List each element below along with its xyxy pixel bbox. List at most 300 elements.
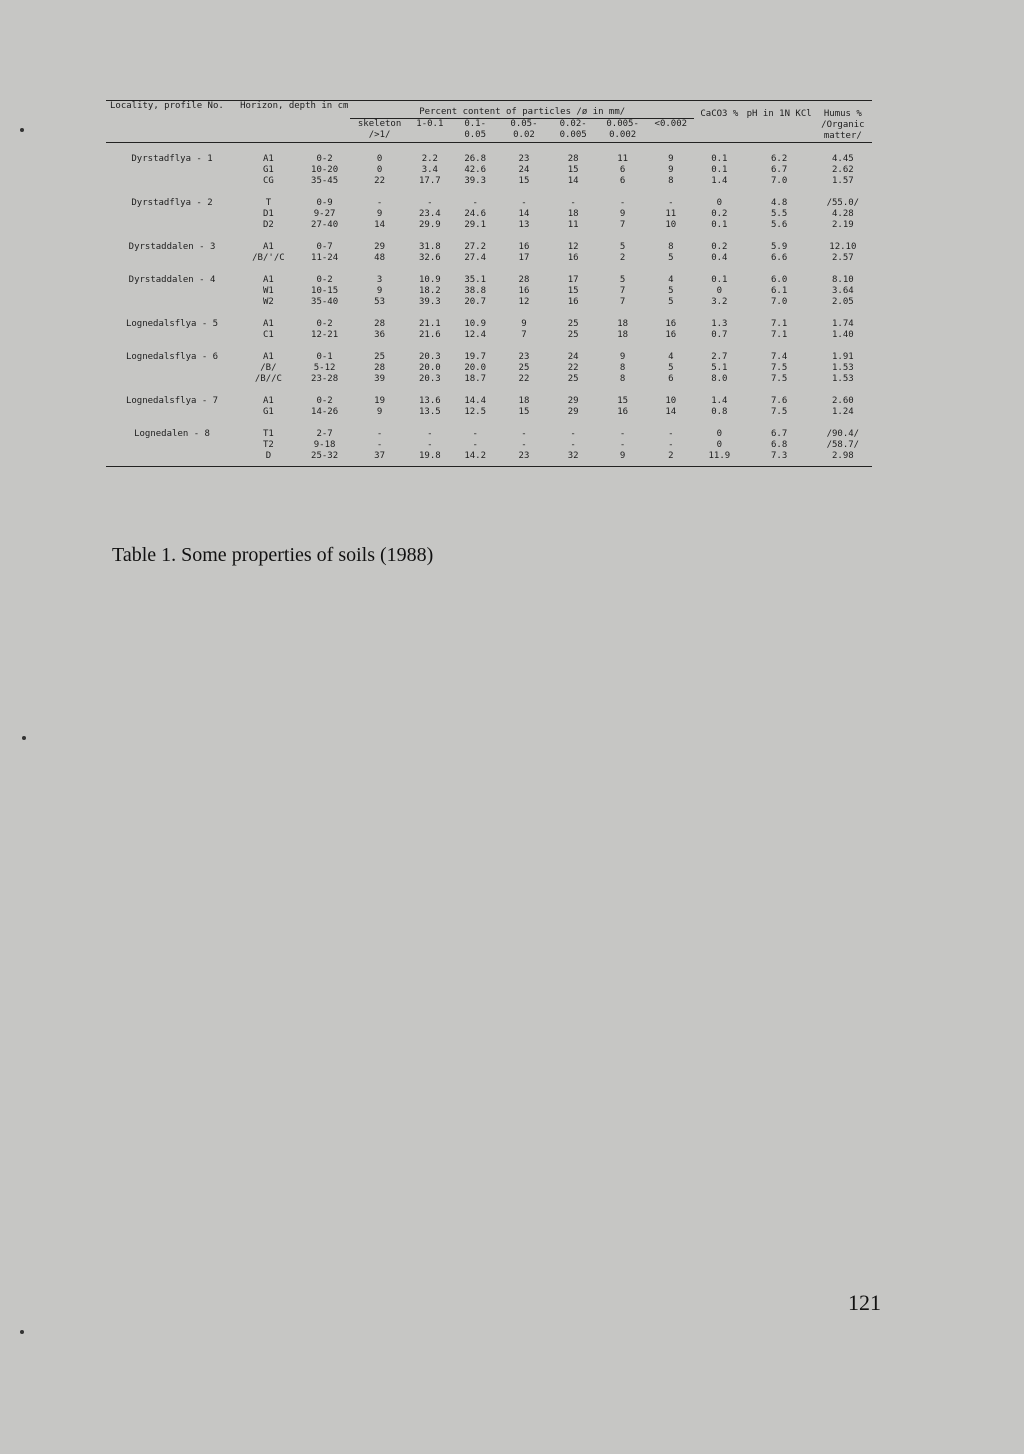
cell-value: 28	[567, 154, 579, 164]
cell-value: 9	[619, 209, 626, 219]
cell-value: 39.3	[418, 297, 441, 307]
cell-horizon: D2	[262, 220, 274, 230]
cell-value: 0	[716, 440, 723, 450]
header-p3: 0.05- 0.02	[499, 119, 548, 143]
header-humus: Humus % /Organic matter/	[814, 101, 872, 143]
header-p5: 0.005- 0.002	[598, 119, 648, 143]
cell-value: 0.1	[711, 220, 728, 230]
cell-value: /55.0/	[826, 198, 860, 208]
cell-value: /90.4/	[826, 429, 860, 439]
table-row	[106, 451, 872, 467]
header-p6: <0.002	[648, 119, 694, 143]
cell-value: 15	[567, 165, 579, 175]
cell-value: 1.53	[831, 374, 854, 384]
cell-value: 37	[350, 451, 408, 467]
cell-value: 23	[518, 352, 530, 362]
cell-value: -	[472, 440, 478, 450]
cell-value: 16	[518, 242, 530, 252]
cell-value: 26.8	[464, 154, 486, 164]
cell-value: 24	[518, 165, 530, 175]
cell-value: 5.5	[771, 209, 788, 219]
cell-value: 16	[665, 319, 677, 329]
cell-locality: Dyrstadflya - 1	[131, 154, 213, 164]
cell-value: 29.1	[464, 220, 486, 230]
cell-value: 38.8	[464, 286, 486, 296]
cell-value: -	[619, 429, 626, 439]
table-row	[106, 286, 872, 297]
cell-value: 3	[376, 275, 383, 285]
cell-value: 25	[374, 352, 385, 362]
cell-value: -	[376, 198, 383, 208]
cell-value: 16	[518, 286, 530, 296]
cell-value: 2	[648, 451, 694, 467]
spacer-cell	[106, 308, 872, 319]
cell-depth: 23-28	[311, 374, 339, 384]
cell-locality	[106, 330, 238, 341]
cell-value: 9	[668, 154, 674, 164]
cell-value: 29	[567, 396, 579, 406]
cell-value: -	[668, 440, 674, 450]
table-row	[106, 352, 872, 363]
cell-locality	[106, 253, 238, 264]
cell-value: 8.0	[711, 374, 728, 384]
cell-locality	[106, 440, 238, 451]
cell-value: 2.57	[831, 253, 854, 263]
cell-depth: 5-12	[313, 363, 336, 373]
cell-value: 1.4	[711, 176, 728, 186]
table-row	[106, 363, 872, 374]
cell-value: 29.9	[418, 220, 441, 230]
cell-value: 6.7	[771, 165, 788, 175]
cell-value: -	[570, 429, 576, 439]
cell-locality	[106, 297, 238, 308]
cell-horizon: /B/'/C	[252, 253, 285, 263]
cell-value: 2	[619, 253, 626, 263]
cell-value: 15	[617, 396, 629, 406]
cell-value: -	[570, 440, 576, 450]
cell-depth: 0-2	[316, 396, 333, 406]
cell-value: 7.6	[771, 396, 788, 406]
cell-value: -	[427, 440, 433, 450]
cell-value: 9	[521, 319, 527, 329]
cell-value: 7.1	[771, 319, 788, 329]
cell-value: 22	[567, 363, 579, 373]
header-skeleton: skeleton />1/	[350, 119, 408, 143]
table-row	[106, 374, 872, 385]
cell-value: 31.8	[418, 242, 441, 252]
cell-depth: 35-45	[311, 176, 339, 186]
cell-value: 29	[567, 407, 579, 417]
cell-value: 8	[668, 242, 674, 252]
table-row	[106, 396, 872, 407]
cell-value: 5	[668, 297, 674, 307]
cell-locality: Dyrstadflya - 2	[131, 198, 213, 208]
cell-value: 4.28	[831, 209, 854, 219]
cell-value: -	[427, 429, 433, 439]
cell-value: 0	[716, 198, 723, 208]
row-spacer	[106, 418, 872, 429]
cell-value: 1.91	[831, 352, 854, 362]
cell-depth: 25-32	[299, 451, 351, 467]
cell-value: 14	[567, 176, 579, 186]
cell-locality	[106, 363, 238, 374]
cell-value: 7.5	[771, 407, 788, 417]
table-row	[106, 253, 872, 264]
cell-depth: 2-7	[316, 429, 333, 439]
cell-value: 39.3	[464, 176, 486, 186]
cell-value: 17.7	[418, 176, 441, 186]
cell-value: 14	[665, 407, 677, 417]
cell-value: 1.74	[831, 319, 854, 329]
cell-value: 3.4	[421, 165, 438, 175]
cell-value: 14.4	[464, 396, 486, 406]
cell-value: 0	[376, 154, 383, 164]
header-p1: 1-0.1	[409, 119, 451, 143]
cell-value: 20.0	[418, 363, 441, 373]
cell-value: 4	[668, 275, 674, 285]
cell-value: 6.2	[771, 154, 788, 164]
cell-locality: Lognedalsflya - 5	[125, 319, 219, 329]
cell-value: 11	[617, 154, 629, 164]
cell-locality	[106, 220, 238, 231]
cell-value: 7.5	[771, 374, 788, 384]
cell-horizon: W2	[262, 297, 274, 307]
cell-depth: 0-9	[316, 198, 333, 208]
cell-horizon: /B//C	[254, 374, 282, 384]
cell-locality	[106, 209, 238, 220]
cell-value: 19.7	[464, 352, 486, 362]
cell-horizon: A1	[262, 154, 274, 164]
cell-value: 16	[567, 297, 579, 307]
cell-value: 15	[567, 286, 579, 296]
spacer-cell	[106, 418, 872, 429]
cell-depth: 0-2	[316, 319, 333, 329]
cell-value: 14	[518, 209, 530, 219]
cell-depth: 0-2	[316, 275, 333, 285]
cell-value: 0	[716, 429, 723, 439]
cell-value: 29	[374, 242, 385, 252]
cell-value: 18.7	[464, 374, 486, 384]
cell-value: 7.0	[771, 176, 788, 186]
table-row	[106, 440, 872, 451]
cell-value: 20.3	[418, 374, 441, 384]
cell-value: 20.0	[464, 363, 486, 373]
cell-value: 5	[668, 363, 674, 373]
cell-value: 8.10	[831, 275, 854, 285]
cell-value: 11.9	[694, 451, 745, 467]
cell-value: 10.9	[418, 275, 441, 285]
cell-value: 32	[549, 451, 598, 467]
cell-value: 12	[518, 297, 530, 307]
cell-value: -	[668, 198, 674, 208]
page-number: 121	[848, 1290, 881, 1315]
scan-speck	[20, 1330, 24, 1334]
cell-value: 22	[518, 374, 530, 384]
cell-locality	[106, 374, 238, 385]
table-row	[106, 429, 872, 440]
cell-horizon: G1	[262, 165, 274, 175]
cell-value: 8	[619, 374, 626, 384]
cell-value: 0.8	[711, 407, 728, 417]
cell-value: 5	[668, 253, 674, 263]
cell-value: 7	[521, 330, 527, 340]
cell-value: 28	[374, 319, 385, 329]
cell-value: 0.1	[711, 275, 728, 285]
cell-value: 13	[518, 220, 530, 230]
cell-value: 0	[716, 286, 723, 296]
cell-horizon: CG	[262, 176, 274, 186]
cell-value: 1.4	[711, 396, 728, 406]
cell-value: 7.5	[771, 363, 788, 373]
cell-value: 14.2	[451, 451, 499, 467]
cell-value: 53	[374, 297, 385, 307]
cell-value: 18	[617, 319, 629, 329]
table-row	[106, 209, 872, 220]
spacer-cell	[106, 143, 872, 155]
cell-value: 9	[376, 286, 383, 296]
row-spacer	[106, 187, 872, 198]
cell-locality	[106, 165, 238, 176]
cell-value: 21.6	[418, 330, 441, 340]
cell-value: 7	[619, 286, 626, 296]
cell-value: 39	[374, 374, 385, 384]
cell-horizon: A1	[262, 242, 274, 252]
cell-depth: 9-27	[313, 209, 336, 219]
row-spacer	[106, 308, 872, 319]
cell-depth: 11-24	[311, 253, 339, 263]
cell-horizon: A1	[262, 396, 274, 406]
cell-value: -	[376, 429, 383, 439]
cell-value: -	[472, 429, 478, 439]
table-caption: Table 1. Some properties of soils (1988)	[112, 544, 434, 566]
cell-value: -	[521, 429, 527, 439]
cell-value: 25	[567, 330, 579, 340]
spacer-cell	[106, 341, 872, 352]
cell-value: 2.2	[421, 154, 438, 164]
soil-properties-table	[106, 100, 872, 467]
cell-value: 23	[518, 154, 530, 164]
cell-value: 23	[499, 451, 548, 467]
row-spacer	[106, 341, 872, 352]
cell-value: 18	[518, 396, 530, 406]
cell-value: 6.1	[771, 286, 788, 296]
cell-value: 12	[567, 242, 579, 252]
cell-value: 36	[374, 330, 385, 340]
cell-value: 18	[617, 330, 629, 340]
cell-value: 18.2	[418, 286, 441, 296]
cell-value: 27.4	[464, 253, 486, 263]
cell-value: 19.8	[409, 451, 451, 467]
row-spacer	[106, 264, 872, 275]
cell-value: 1.40	[831, 330, 854, 340]
cell-value: 4.45	[831, 154, 854, 164]
cell-value: 2.19	[831, 220, 854, 230]
cell-value: 9	[376, 209, 383, 219]
table-row	[106, 330, 872, 341]
cell-value: 5.9	[771, 242, 788, 252]
header-locality: Locality, profile No.	[106, 101, 238, 143]
cell-value: 9	[598, 451, 648, 467]
cell-locality	[106, 286, 238, 297]
cell-value: 22	[374, 176, 385, 186]
cell-value: 13.5	[418, 407, 441, 417]
cell-value: 8	[668, 176, 674, 186]
cell-value: 0.4	[711, 253, 728, 263]
row-spacer	[106, 231, 872, 242]
cell-value: 9	[619, 352, 626, 362]
cell-value: 0	[376, 165, 383, 175]
cell-depth: 9-18	[313, 440, 336, 450]
cell-horizon: D1	[262, 209, 274, 219]
cell-value: 5	[668, 286, 674, 296]
cell-value: -	[472, 198, 478, 208]
header-percent: Percent content of particles /ø in mm/	[350, 101, 694, 119]
header-caco3: CaCO3 %	[694, 101, 745, 143]
cell-locality	[106, 407, 238, 418]
cell-locality: Lognedalsflya - 7	[125, 396, 219, 406]
cell-value: 0.1	[711, 165, 728, 175]
header-ph: pH in 1N KCl	[745, 101, 814, 143]
cell-value: 17	[567, 275, 579, 285]
cell-horizon: C1	[262, 330, 274, 340]
cell-value: 2.62	[831, 165, 854, 175]
table-row	[106, 165, 872, 176]
cell-horizon: T1	[262, 429, 274, 439]
cell-value: 4.8	[771, 198, 788, 208]
cell-value: 1.57	[831, 176, 854, 186]
cell-depth: 0-7	[316, 242, 333, 252]
cell-locality: Lognedalen - 8	[134, 429, 210, 439]
cell-value: 42.6	[464, 165, 486, 175]
cell-value: 24.6	[464, 209, 486, 219]
cell-horizon: W1	[262, 286, 274, 296]
cell-value: 48	[374, 253, 385, 263]
cell-value: 10	[665, 396, 677, 406]
cell-value: 11	[567, 220, 579, 230]
cell-value: 14	[374, 220, 385, 230]
table-row	[106, 297, 872, 308]
cell-value: 2.7	[711, 352, 728, 362]
cell-value: -	[570, 198, 576, 208]
spacer-cell	[106, 264, 872, 275]
cell-locality: Dyrstaddalen - 3	[128, 242, 216, 252]
cell-horizon: D	[238, 451, 299, 467]
table-row	[106, 220, 872, 231]
cell-depth: 27-40	[311, 220, 339, 230]
cell-value: 28	[374, 363, 385, 373]
cell-value: 7.3	[745, 451, 814, 467]
cell-value: 20.3	[418, 352, 441, 362]
cell-value: 15	[518, 176, 530, 186]
cell-value: -	[521, 440, 527, 450]
cell-value: 12.5	[464, 407, 486, 417]
table-row	[106, 319, 872, 330]
cell-value: 32.6	[418, 253, 441, 263]
cell-value: 0.7	[711, 330, 728, 340]
cell-value: 15	[518, 407, 530, 417]
cell-value: 10	[665, 220, 677, 230]
cell-value: 23.4	[418, 209, 441, 219]
cell-horizon: A1	[262, 275, 274, 285]
cell-value: 12.10	[829, 242, 857, 252]
cell-value: 9	[376, 407, 383, 417]
cell-horizon: T	[265, 198, 272, 208]
table-row	[106, 275, 872, 286]
cell-value: 7	[619, 297, 626, 307]
cell-locality	[106, 176, 238, 187]
cell-value: 1.3	[711, 319, 728, 329]
cell-value: 1.24	[831, 407, 854, 417]
cell-depth: 0-2	[316, 154, 333, 164]
cell-value: 18	[567, 209, 579, 219]
cell-depth: 10-20	[311, 165, 339, 175]
cell-horizon: G1	[262, 407, 274, 417]
cell-value: 7.0	[771, 297, 788, 307]
cell-value: 1.53	[831, 363, 854, 373]
cell-value: 7.4	[771, 352, 788, 362]
cell-value: 0.2	[711, 242, 728, 252]
table-body	[106, 143, 872, 467]
cell-locality: Lognedalsflya - 6	[125, 352, 219, 362]
header-p2: 0.1- 0.05	[451, 119, 499, 143]
spacer-cell	[106, 231, 872, 242]
scan-speck	[20, 128, 24, 132]
cell-value: 0.1	[711, 154, 728, 164]
cell-value: 28	[518, 275, 530, 285]
cell-value: 25	[567, 374, 579, 384]
cell-value: -	[619, 440, 626, 450]
cell-horizon: A1	[262, 352, 274, 362]
cell-value: -	[376, 440, 383, 450]
cell-value: 6.6	[771, 253, 788, 263]
cell-value: 24	[567, 352, 579, 362]
cell-value: 20.7	[464, 297, 486, 307]
cell-value: 13.6	[418, 396, 441, 406]
cell-value: 11	[665, 209, 677, 219]
header-horizon: Horizon, depth in cm	[238, 101, 350, 143]
cell-value: 16	[665, 330, 677, 340]
cell-value: 25	[518, 363, 530, 373]
cell-value: -	[668, 429, 674, 439]
cell-horizon: A1	[262, 319, 274, 329]
cell-value: 19	[374, 396, 385, 406]
row-spacer	[106, 143, 872, 155]
cell-value: 5.6	[771, 220, 788, 230]
table-row	[106, 242, 872, 253]
cell-value: 6	[619, 176, 626, 186]
cell-value: 21.1	[418, 319, 441, 329]
cell-value: 35.1	[464, 275, 486, 285]
cell-value: 16	[617, 407, 629, 417]
cell-value: 17	[518, 253, 530, 263]
cell-value: 2.05	[831, 297, 854, 307]
cell-value: 6.0	[771, 275, 788, 285]
cell-value: 8	[619, 363, 626, 373]
scan-speck	[22, 736, 26, 740]
header-p4: 0.02- 0.005	[549, 119, 598, 143]
cell-value: 16	[567, 253, 579, 263]
cell-depth: 35-40	[311, 297, 339, 307]
cell-value: 25	[567, 319, 579, 329]
cell-value: 10.9	[464, 319, 486, 329]
cell-depth: 14-26	[311, 407, 339, 417]
cell-value: 12.4	[464, 330, 486, 340]
cell-value: 3.2	[711, 297, 728, 307]
cell-value: 2.60	[831, 396, 854, 406]
cell-value: 7	[619, 220, 626, 230]
cell-value: 27.2	[464, 242, 486, 252]
cell-depth: 12-21	[311, 330, 339, 340]
